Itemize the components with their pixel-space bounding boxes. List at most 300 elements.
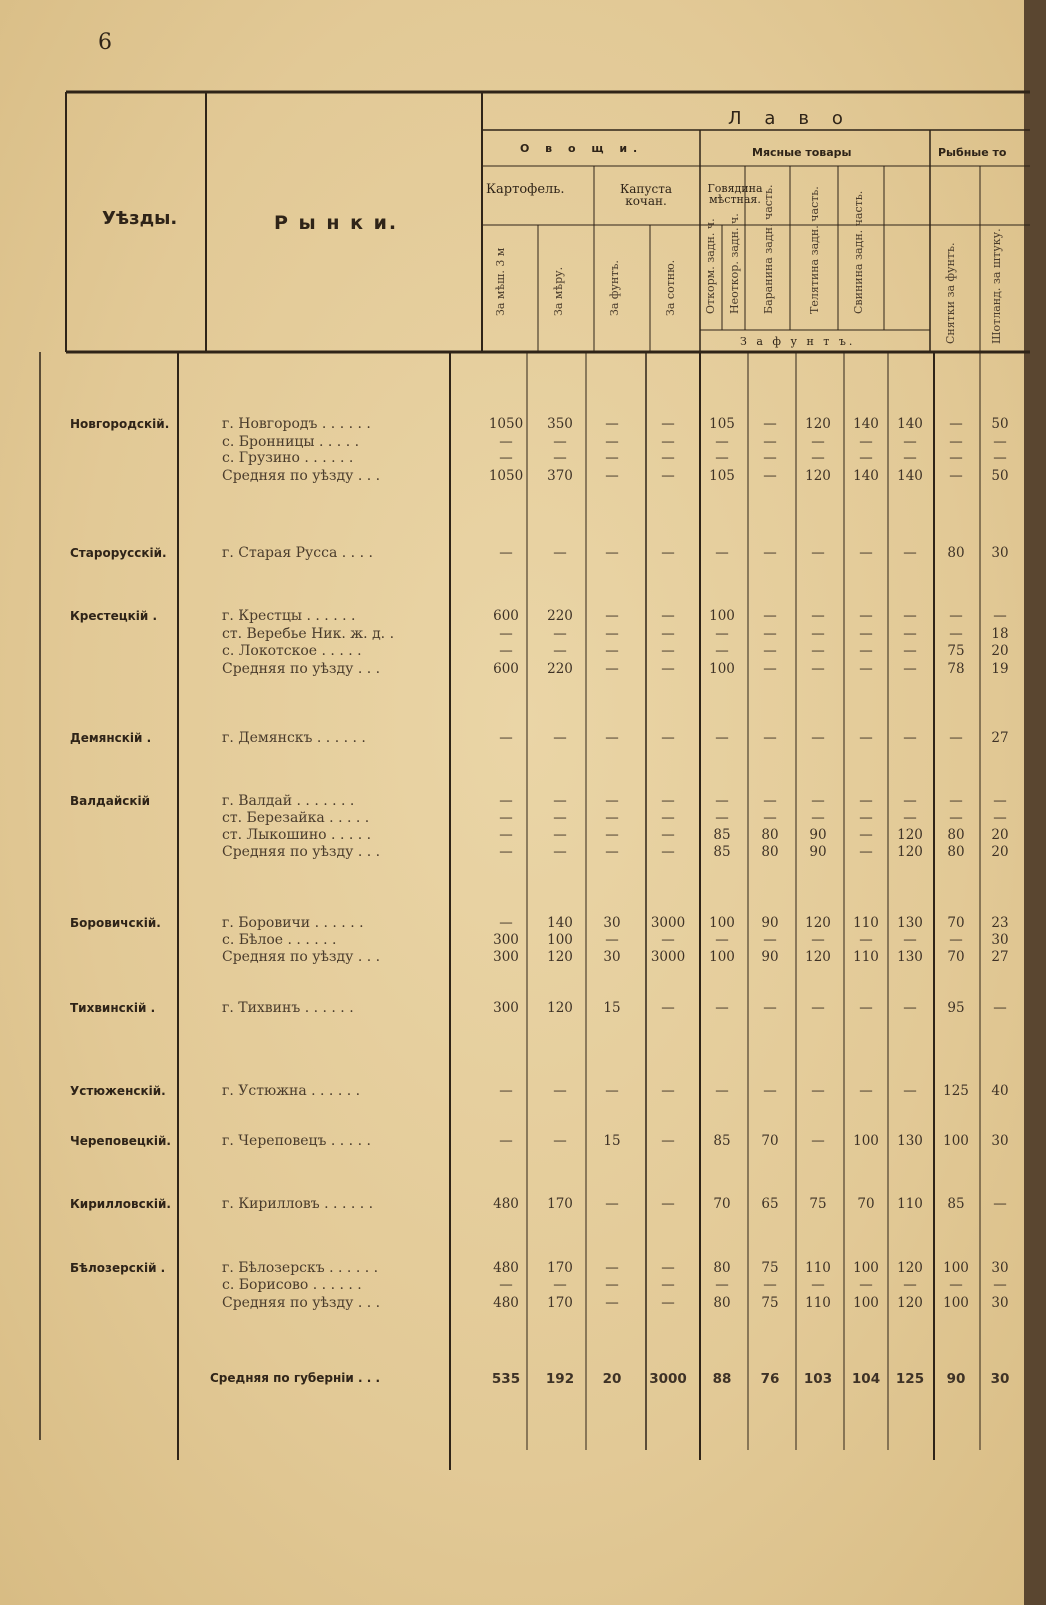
market-name: с. Бѣлое . . . . . . xyxy=(222,932,337,948)
table-cell: — xyxy=(949,1277,963,1293)
table-cell: — xyxy=(499,1277,513,1293)
market-name: г. Демянскъ . . . . . . xyxy=(222,730,366,746)
table-cell: — xyxy=(859,793,873,809)
uezd-name: Череповецкій. xyxy=(70,1134,171,1148)
table-cell: 110 xyxy=(897,1196,923,1212)
table-cell: 50 xyxy=(991,468,1009,484)
table-cell: — xyxy=(811,643,825,659)
table-cell: 140 xyxy=(853,416,879,432)
table-cell: 100 xyxy=(709,661,735,677)
table-cell: — xyxy=(811,730,825,746)
table-cell: — xyxy=(605,1083,619,1099)
market-name: г. Крестцы . . . . . . xyxy=(222,608,356,624)
table-cell: 90 xyxy=(809,827,827,843)
table-cell: 120 xyxy=(547,949,573,965)
table-cell: — xyxy=(859,1000,873,1016)
table-cell: 70 xyxy=(857,1196,875,1212)
uezd-name: Демянскій . xyxy=(70,731,152,745)
market-name: г. Валдай . . . . . . . xyxy=(222,793,355,809)
table-cell: — xyxy=(811,661,825,677)
table-cell: — xyxy=(499,844,513,860)
col-header-sotnya: За сотню. xyxy=(664,259,677,316)
table-cell: 110 xyxy=(853,915,879,931)
table-cell: — xyxy=(763,730,777,746)
uezd-name: Бѣлозерскій . xyxy=(70,1261,166,1275)
table-cell: — xyxy=(605,434,619,450)
total-cell: 76 xyxy=(760,1371,780,1387)
table-cell: — xyxy=(859,434,873,450)
table-cell: — xyxy=(811,810,825,826)
table-cell: 80 xyxy=(947,844,965,860)
table-cell: — xyxy=(605,608,619,624)
table-cell: — xyxy=(553,793,567,809)
table-cell: — xyxy=(661,793,675,809)
table-cell: — xyxy=(859,1277,873,1293)
table-cell: 105 xyxy=(709,468,735,484)
table-cell: 30 xyxy=(603,949,621,965)
total-cell: 104 xyxy=(851,1371,881,1387)
table-cell: 100 xyxy=(853,1295,879,1311)
table-cell: 15 xyxy=(603,1133,621,1149)
table-cell: — xyxy=(605,844,619,860)
market-name: г. Кирилловъ . . . . . . xyxy=(222,1196,374,1212)
uezd-name: Тихвинскій . xyxy=(70,1001,156,1015)
header-rybnye: Рыбные то xyxy=(938,146,1007,159)
header-ovoshchi: О в о щ и. xyxy=(520,142,644,155)
table-cell: 80 xyxy=(761,827,779,843)
uezd-name: Новгородскій. xyxy=(70,417,170,431)
table-cell: — xyxy=(903,608,917,624)
table-cell: — xyxy=(499,643,513,659)
table-cell: 140 xyxy=(897,468,923,484)
table-cell: 80 xyxy=(713,1295,731,1311)
header-rynki: Р ы н к и. xyxy=(274,212,399,234)
table-cell: 19 xyxy=(991,661,1009,677)
table-cell: — xyxy=(499,1083,513,1099)
table-cell: — xyxy=(763,793,777,809)
table-cell: 170 xyxy=(547,1196,573,1212)
table-cell: — xyxy=(763,643,777,659)
table-cell: — xyxy=(715,1277,729,1293)
table-cell: 65 xyxy=(761,1196,779,1212)
table-cell: — xyxy=(553,730,567,746)
table-cell: — xyxy=(903,793,917,809)
table-cell: 18 xyxy=(991,626,1009,642)
table-cell: — xyxy=(859,932,873,948)
table-cell: 130 xyxy=(897,949,923,965)
table-cell: 120 xyxy=(897,1295,923,1311)
table-cell: 30 xyxy=(991,1260,1009,1276)
table-cell: — xyxy=(903,643,917,659)
table-cell: — xyxy=(499,1133,513,1149)
table-cell: — xyxy=(949,468,963,484)
table-cell: — xyxy=(811,608,825,624)
table-cell: — xyxy=(553,545,567,561)
page-number: 6 xyxy=(98,30,112,55)
table-cell: — xyxy=(661,844,675,860)
table-cell: 100 xyxy=(547,932,573,948)
table-cell: 30 xyxy=(603,915,621,931)
table-cell: 30 xyxy=(991,932,1009,948)
market-name: ст. Лыкошино . . . . . xyxy=(222,827,372,843)
market-name: г. Тихвинъ . . . . . . xyxy=(222,1000,354,1016)
table-cell: — xyxy=(553,844,567,860)
table-cell: — xyxy=(949,626,963,642)
table-cell: — xyxy=(661,450,675,466)
col-header-kap-funt: За фунтъ. xyxy=(608,260,621,316)
table-cell: 300 xyxy=(493,932,519,948)
table-cell: — xyxy=(661,626,675,642)
table-cell: — xyxy=(661,468,675,484)
table-cell: 120 xyxy=(897,844,923,860)
table-cell: 220 xyxy=(547,608,573,624)
table-cell: — xyxy=(605,1295,619,1311)
table-cell: 80 xyxy=(761,844,779,860)
table-cell: 140 xyxy=(853,468,879,484)
table-cell: — xyxy=(949,434,963,450)
total-cell: 3000 xyxy=(649,1371,687,1387)
table-cell: 20 xyxy=(991,643,1009,659)
table-cell: — xyxy=(553,434,567,450)
table-cell: — xyxy=(661,730,675,746)
total-cell: 192 xyxy=(545,1371,575,1387)
table-cell: — xyxy=(605,810,619,826)
col-header-shotland: Шотланд. за штуку. xyxy=(990,228,1003,344)
col-header-snyatki: Снятки за фунтъ. xyxy=(944,242,957,344)
table-cell: 80 xyxy=(947,827,965,843)
market-name: Средняя по уѣзду . . . xyxy=(222,949,381,965)
total-cell: 535 xyxy=(491,1371,521,1387)
table-cell: — xyxy=(763,416,777,432)
table-cell: — xyxy=(499,810,513,826)
table-cell: — xyxy=(811,545,825,561)
table-cell: — xyxy=(499,730,513,746)
table-cell: 100 xyxy=(943,1260,969,1276)
table-cell: — xyxy=(859,643,873,659)
table-cell: 75 xyxy=(947,643,965,659)
table-cell: — xyxy=(763,608,777,624)
table-cell: 170 xyxy=(547,1295,573,1311)
total-cell: 103 xyxy=(803,1371,833,1387)
table-cell: — xyxy=(811,932,825,948)
table-cell: — xyxy=(553,1083,567,1099)
header-kartofel: Картофель. xyxy=(486,182,565,197)
table-cell: — xyxy=(715,626,729,642)
table-cell: — xyxy=(553,810,567,826)
col-header-baranina: Баранина задн. часть. xyxy=(762,184,775,314)
table-cell: — xyxy=(903,810,917,826)
table-cell: 70 xyxy=(761,1133,779,1149)
header-govyadina: Говядина мѣстная. xyxy=(707,182,763,206)
col-header-neotkor: Неоткор. задн. ч. xyxy=(728,213,741,314)
table-cell: 90 xyxy=(809,844,827,860)
table-cell: 1050 xyxy=(488,468,524,484)
header-uezdy: Уѣзды. xyxy=(102,208,178,229)
table-cell: — xyxy=(605,1196,619,1212)
table-cell: 125 xyxy=(943,1083,969,1099)
uezd-name: Устюженскій. xyxy=(70,1084,166,1098)
market-name: г. Устюжна . . . . . . xyxy=(222,1083,361,1099)
table-cell: 40 xyxy=(991,1083,1009,1099)
table-cell: 100 xyxy=(853,1260,879,1276)
table-cell: 140 xyxy=(547,915,573,931)
table-cell: — xyxy=(949,450,963,466)
table-cell: 75 xyxy=(761,1260,779,1276)
table-cell: — xyxy=(903,626,917,642)
table-cell: — xyxy=(605,643,619,659)
table-cell: — xyxy=(811,450,825,466)
header-myasnye: Мясные товары xyxy=(752,146,852,159)
table-cell: 80 xyxy=(947,545,965,561)
market-name: г. Боровичи . . . . . . xyxy=(222,915,364,931)
table-cell: — xyxy=(661,608,675,624)
table-cell: — xyxy=(553,1277,567,1293)
total-label: Средняя по губерніи . . . xyxy=(210,1371,381,1385)
table-cell: 70 xyxy=(947,915,965,931)
table-cell: — xyxy=(661,932,675,948)
table-cell: 370 xyxy=(547,468,573,484)
table-cell: — xyxy=(661,1083,675,1099)
table-cell: — xyxy=(661,1277,675,1293)
table-cell: — xyxy=(499,827,513,843)
table-cell: — xyxy=(763,810,777,826)
table-cell: 600 xyxy=(493,608,519,624)
table-cell: — xyxy=(715,932,729,948)
table-cell: 30 xyxy=(991,1133,1009,1149)
uezd-name: Кирилловскій. xyxy=(70,1197,171,1211)
col-header-telyatina: Телятина задн. часть. xyxy=(808,186,821,314)
uezd-name: Крестецкій . xyxy=(70,609,158,623)
table-cell: 75 xyxy=(761,1295,779,1311)
table-cell: — xyxy=(811,1000,825,1016)
table-cell: — xyxy=(605,416,619,432)
table-cell: — xyxy=(715,1000,729,1016)
table-cell: — xyxy=(993,1277,1007,1293)
table-cell: — xyxy=(859,810,873,826)
table-cell: 300 xyxy=(493,949,519,965)
header-za-funt: З а ф у н т ъ. xyxy=(740,335,856,348)
market-name: с. Локотское . . . . . xyxy=(222,643,362,659)
table-cell: — xyxy=(903,1083,917,1099)
table-cell: 130 xyxy=(897,1133,923,1149)
table-cell: — xyxy=(859,827,873,843)
table-cell: — xyxy=(763,1083,777,1099)
table-cell: 85 xyxy=(713,844,731,860)
table-cell: — xyxy=(903,1277,917,1293)
table-cell: — xyxy=(605,661,619,677)
uezd-name: Боровичскій. xyxy=(70,916,161,930)
table-cell: — xyxy=(715,793,729,809)
table-cell: — xyxy=(661,1260,675,1276)
table-cell: 350 xyxy=(547,416,573,432)
col-header-mera: За мѣру. xyxy=(552,266,565,316)
table-cell: — xyxy=(499,915,513,931)
table-cell: — xyxy=(661,1000,675,1016)
table-cell: — xyxy=(859,626,873,642)
table-cell: 480 xyxy=(493,1260,519,1276)
table-cell: — xyxy=(993,793,1007,809)
header-lavki: Л а в о xyxy=(728,108,843,129)
table-cell: 140 xyxy=(897,416,923,432)
table-cell: — xyxy=(993,1196,1007,1212)
table-cell: 130 xyxy=(897,915,923,931)
table-cell: 27 xyxy=(991,730,1009,746)
table-cell: — xyxy=(553,1133,567,1149)
col-header-svinina: Свинина задн. часть. xyxy=(852,190,865,314)
table-cell: — xyxy=(993,434,1007,450)
table-cell: 70 xyxy=(947,949,965,965)
table-cell: — xyxy=(859,730,873,746)
table-cell: 90 xyxy=(761,949,779,965)
table-cell: — xyxy=(859,1083,873,1099)
table-cell: — xyxy=(763,468,777,484)
table-cell: — xyxy=(903,661,917,677)
table-cell: — xyxy=(949,793,963,809)
uezd-name: Старорусскій. xyxy=(70,546,167,560)
table-cell: 78 xyxy=(947,661,965,677)
table-cell: 120 xyxy=(805,468,831,484)
table-cell: — xyxy=(859,450,873,466)
table-cell: 100 xyxy=(709,608,735,624)
table-cell: — xyxy=(661,545,675,561)
table-cell: 1050 xyxy=(488,416,524,432)
table-cell: 170 xyxy=(547,1260,573,1276)
table-cell: — xyxy=(605,932,619,948)
table-cell: — xyxy=(859,545,873,561)
table-cell: 30 xyxy=(991,1295,1009,1311)
total-cell: 125 xyxy=(895,1371,925,1387)
table-cell: — xyxy=(605,730,619,746)
total-cell: 30 xyxy=(990,1371,1010,1387)
table-cell: — xyxy=(605,827,619,843)
market-name: Средняя по уѣзду . . . xyxy=(222,1295,381,1311)
market-name: с. Борисово . . . . . . xyxy=(222,1277,362,1293)
table-cell: — xyxy=(661,1133,675,1149)
table-cell: — xyxy=(763,434,777,450)
table-cell: 120 xyxy=(897,1260,923,1276)
table-cell: — xyxy=(859,844,873,860)
table-cell: 30 xyxy=(991,545,1009,561)
table-cell: 20 xyxy=(991,844,1009,860)
table-cell: 120 xyxy=(805,416,831,432)
table-cell: — xyxy=(949,608,963,624)
market-name: Средняя по уѣзду . . . xyxy=(222,844,381,860)
market-name: с. Бронницы . . . . . xyxy=(222,434,360,450)
table-cell: — xyxy=(903,1000,917,1016)
table-cell: — xyxy=(661,416,675,432)
table-cell: 85 xyxy=(713,1133,731,1149)
table-cell: 75 xyxy=(809,1196,827,1212)
table-cell: 95 xyxy=(947,1000,965,1016)
table-cell: — xyxy=(763,626,777,642)
table-cell: — xyxy=(715,1083,729,1099)
table-cell: — xyxy=(949,730,963,746)
table-cell: — xyxy=(811,626,825,642)
total-cell: 88 xyxy=(712,1371,732,1387)
table-cell: 20 xyxy=(991,827,1009,843)
table-cell: 480 xyxy=(493,1196,519,1212)
table-cell: — xyxy=(903,545,917,561)
table-cell: — xyxy=(811,793,825,809)
table-cell: — xyxy=(553,626,567,642)
market-name: с. Грузино . . . . . . xyxy=(222,450,354,466)
table-cell: — xyxy=(661,434,675,450)
table-cell: — xyxy=(605,1277,619,1293)
table-cell: 100 xyxy=(943,1295,969,1311)
table-cell: — xyxy=(661,1295,675,1311)
table-cell: — xyxy=(553,827,567,843)
total-cell: 20 xyxy=(602,1371,622,1387)
table-cell: — xyxy=(763,450,777,466)
table-cell: — xyxy=(553,450,567,466)
table-cell: 3000 xyxy=(650,949,686,965)
table-cell: — xyxy=(859,661,873,677)
market-name: г. Старая Русса . . . . xyxy=(222,545,373,561)
table-cell: — xyxy=(763,545,777,561)
table-cell: — xyxy=(499,626,513,642)
table-cell: — xyxy=(903,932,917,948)
table-cell: — xyxy=(763,932,777,948)
market-name: ст. Березайка . . . . . xyxy=(222,810,370,826)
table-cell: 600 xyxy=(493,661,519,677)
table-cell: — xyxy=(661,1196,675,1212)
table-cell: 50 xyxy=(991,416,1009,432)
table-cell: — xyxy=(949,932,963,948)
table-cell: 100 xyxy=(943,1133,969,1149)
table-cell: — xyxy=(715,450,729,466)
table-cell: 120 xyxy=(897,827,923,843)
table-cell: — xyxy=(499,450,513,466)
table-cell: — xyxy=(993,810,1007,826)
table-cell: 110 xyxy=(853,949,879,965)
table-cell: 23 xyxy=(991,915,1009,931)
table-cell: — xyxy=(499,434,513,450)
market-name: г. Череповецъ . . . . . xyxy=(222,1133,371,1149)
table-cell: — xyxy=(903,434,917,450)
table-cell: 80 xyxy=(713,1260,731,1276)
table-cell: — xyxy=(993,450,1007,466)
market-name: ст. Веребье Ник. ж. д. . xyxy=(222,626,395,642)
table-cell: 120 xyxy=(805,949,831,965)
table-cell: — xyxy=(605,793,619,809)
table-cell: — xyxy=(499,793,513,809)
table-cell: 15 xyxy=(603,1000,621,1016)
table-cell: 85 xyxy=(947,1196,965,1212)
table-cell: 300 xyxy=(493,1000,519,1016)
table-cell: — xyxy=(949,810,963,826)
col-header-meshok: За мѣш. 3 м xyxy=(494,247,507,316)
table-cell: — xyxy=(605,1260,619,1276)
table-cell: — xyxy=(661,661,675,677)
table-cell: 27 xyxy=(991,949,1009,965)
table-cell: — xyxy=(763,1277,777,1293)
table-cell: — xyxy=(553,643,567,659)
table-cell: — xyxy=(499,545,513,561)
table-cell: 220 xyxy=(547,661,573,677)
table-cell: — xyxy=(605,468,619,484)
table-cell: — xyxy=(859,608,873,624)
table-cell: — xyxy=(661,643,675,659)
market-name: г. Бѣлозерскъ . . . . . . xyxy=(222,1260,379,1276)
table-cell: 480 xyxy=(493,1295,519,1311)
table-cell: — xyxy=(811,1083,825,1099)
table-cell: — xyxy=(993,608,1007,624)
table-cell: — xyxy=(811,1277,825,1293)
table-cell: 100 xyxy=(709,915,735,931)
table-cell: 110 xyxy=(805,1260,831,1276)
table-cell: — xyxy=(763,1000,777,1016)
table-cell: 120 xyxy=(805,915,831,931)
